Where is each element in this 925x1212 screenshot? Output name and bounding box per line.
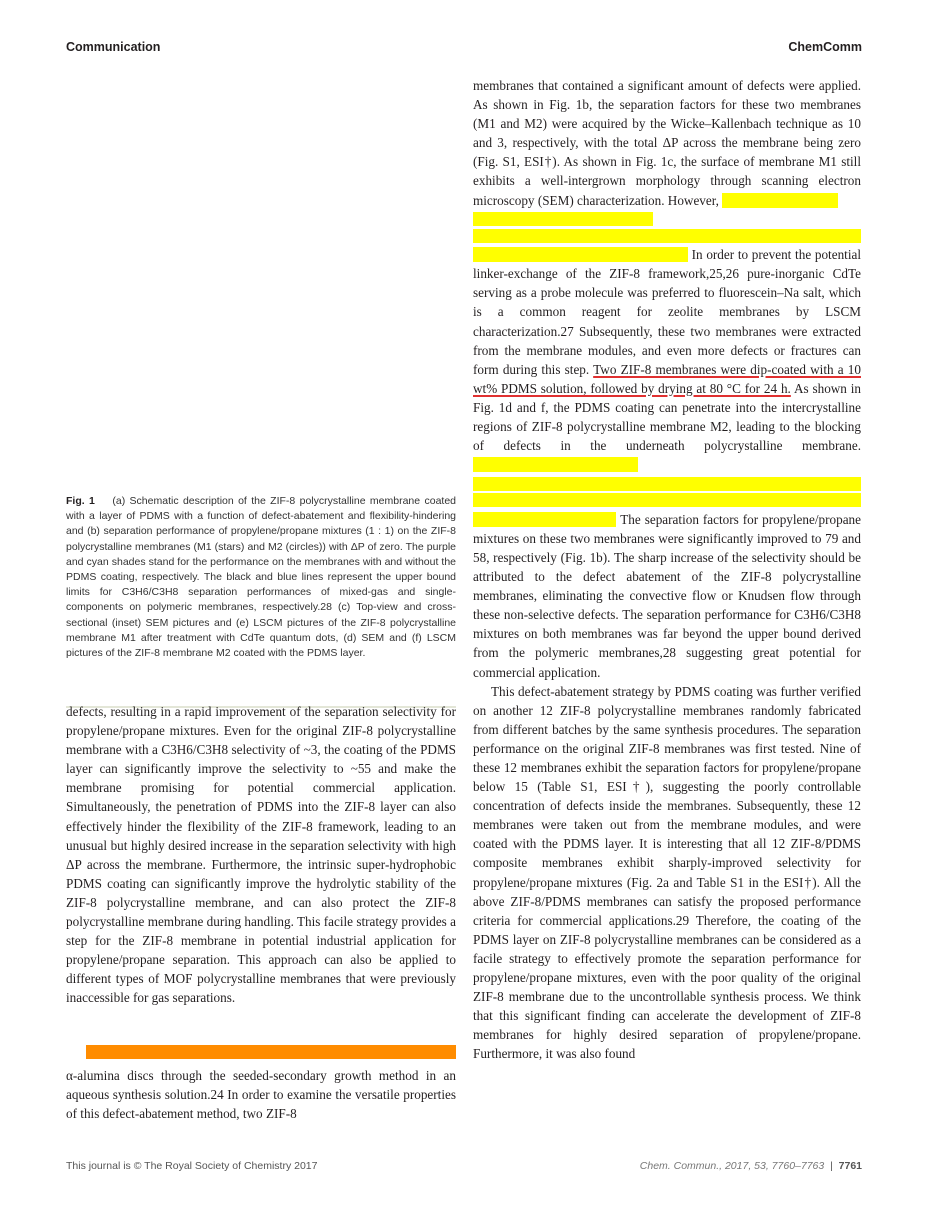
right-paragraph-2: This defect-abatement strategy by PDMS coating was further verified on another 12 ZIF-8 polycrystalline membranes randomly fabricated from different batches by the same synthesis procedures. The separation performance on the original ZIF-8 membranes was first tested. Nine of these 12 membranes exhibit the separation factors for propylene/propane below 15 (Table S1, ESI†), suggesting the poorly controllable concentration of defects inside the membranes. Subsequently, these 12 membranes were taken out from the membrane modules, and were coated with the PDMS layer. It is interesting that all 12 ZIF-8/PDMS composite membranes exhibit sharply-improved selectivity for propylene/propane mixtures (Fig. 2a and Table S1 in the ESI†). All the above ZIF-8/PDMS membranes can satisfy the proposed performance criteria for commercial applications.29 Therefore, the coating of the PDMS layer on ZIF-8 polycrystalline membranes can be considered as a facile strategy to effectively promote the separation performance for propylene/propane mixtures, even with the poor quality of the original ZIF-8 membrane due to the uncontrollable synthesis process. We think that this significant finding can accelerate the development of ZIF-8 membranes for highly desired separation of propylene/propane. Furthermore, it was also found bbox=[473, 683, 861, 1062]
footer-page-number: 7761 bbox=[838, 1160, 862, 1172]
caption-text: (a) Schematic description of the ZIF-8 polycrystalline membrane coated with a layer of PDMS with a function of defect-abatement and flexibility-hindering and (b) separation performance of propylene/propane mixtures (1 : 1) on the ZIF-8 polycrystalline membranes (M1 (stars) and M2 (circles)) with ΔP of zero. The purple and cyan shades stand for the performance on the membranes with and without the PDMS coating, respectively. The black and blue lines represent the upper bound limits for C3H6/C3H8 separation performances of mixed-gas and single-components on polymeric membranes, respectively.28 (c) Top-view and cross-sectional (inset) SEM pictures and (e) LSCM pictures of the ZIF-8 polycrystalline membrane M1 after treatment with CdTe quantum dots, (d) SEM and (f) LSCM pictures of the ZIF-8 membrane M2 coated with the PDMS layer. bbox=[66, 495, 457, 660]
yellow-highlight-bar-4 bbox=[473, 493, 861, 507]
right-paragraph-1b: In order to prevent the potential linker-exchange of the ZIF-8 framework,25,26 pure-inorganic CdTe serving as a probe molecule was preferred to fluorescein–Na salt, which is a common reagent for zeolite membranes by LSCM characterization.27 Subsequently, these two membranes were extracted from the membrane modules, and even more defects or fractures can form during this step. bbox=[473, 247, 862, 377]
yellow-highlight-inline-3 bbox=[473, 457, 638, 472]
left-paragraph-2: α-alumina discs through the seeded-secondary growth method in an aqueous synthesis solution.24 In order to examine the versatile properties of this defect-abatement method, two ZIF-8 bbox=[66, 1068, 456, 1122]
right-paragraph-1a: membranes that contained a significant amount of defects were applied. As shown in Fig. 1b, the separation factors for these two membranes (M1 and M2) were acquired by the Wicke–Kallenbach technique as 10 and 3, respectively, with the total ΔP across the membrane being zero (Fig. S1, ESI†). As shown in Fig. 1c, the surface of membrane M1 still exhibits a well-intergrown morphology through scanning electron microscopy (SEM) characterization. However, bbox=[473, 78, 861, 208]
caption-label: Fig. 1 bbox=[66, 495, 95, 507]
right-column bbox=[473, 76, 861, 1064]
orange-highlight-bar bbox=[86, 1045, 456, 1059]
running-header-journal: ChemComm bbox=[788, 40, 862, 54]
yellow-highlight-inline-2 bbox=[473, 247, 688, 262]
running-header-section: Communication bbox=[66, 40, 161, 54]
yellow-highlight-inline-4 bbox=[473, 512, 616, 527]
yellow-highlight-bar-3 bbox=[473, 477, 861, 491]
yellow-highlight-inline-1 bbox=[722, 193, 837, 208]
footer-citation: Chem. Commun., 2017, 53, 7760–7763 bbox=[639, 1160, 825, 1172]
left-column-upper bbox=[66, 702, 456, 1008]
right-paragraph-1e: The separation factors for propylene/propane mixtures on these two membranes were significantly improved to 79 and 58, respectively (Fig. 1b). The sharp increase of the selectivity should be attributed to the defect abatement of the ZIF-8 polycrystalline membranes, eliminating the convective flow or Knudsen flow through these non-selective defects. The separation performance for C3H6/C3H8 mixtures on both membranes was far beyond the upper bound derived from the polymeric membranes,28 suggesting great potential for commercial application. bbox=[473, 511, 861, 680]
right-paragraph-1d: As shown in Fig. 1d and f, the PDMS coating can penetrate into the intercrystalline regions of ZIF-8 polycrystalline membrane M2, leading to the blocking of defects in the underneath polycrystalline membrane. bbox=[473, 380, 861, 454]
left-column-lower bbox=[66, 1066, 456, 1123]
left-paragraph-1: defects, resulting in a rapid improvement of the separation selectivity for propylene/propane mixtures. Even for the original ZIF-8 polycrystalline membrane with a C3H6/C3H8 selectivity of ~3, the coating of the PDMS layer can significantly improve the selectivity to ~55 and make the membrane promising for potential commercial application. Simultaneously, the penetration of PDMS into the ZIF-8 layer can also effectively hinder the flexibility of the ZIF-8 framework, leading to an unusual but highly desired increase in the separation selectivity with high ΔP across the membrane. Furthermore, the intrinsic super-hydrophobic PDMS coating can significantly improve the hydrolytic stability of the ZIF-8 polycrystalline membrane, and can also protect the ZIF-8 polycrystalline membrane during handling. This facile strategy provides a step for the ZIF-8 membrane in potential industrial application for propylene/propane separation. This approach can also be applied to different types of MOF polycrystalline membranes that were previously inaccessible for gas separations. bbox=[66, 704, 456, 1006]
yellow-highlight-bar-1 bbox=[473, 212, 653, 226]
underlined-sentence: Two ZIF-8 membranes were dip-coated with a 10 wt% PDMS solution, followed by drying at 80 °C for 24 h. bbox=[473, 361, 861, 396]
footer-copyright: This journal is © The Royal Society of Chemistry 2017 bbox=[66, 1160, 318, 1172]
figure-1-caption bbox=[66, 494, 456, 661]
figure-1-image-area bbox=[66, 70, 456, 490]
footer-citation-block: Chem. Commun., 2017, 53, 7760–7763 | 7761 bbox=[639, 1160, 862, 1172]
yellow-highlight-bar-2 bbox=[473, 229, 861, 243]
